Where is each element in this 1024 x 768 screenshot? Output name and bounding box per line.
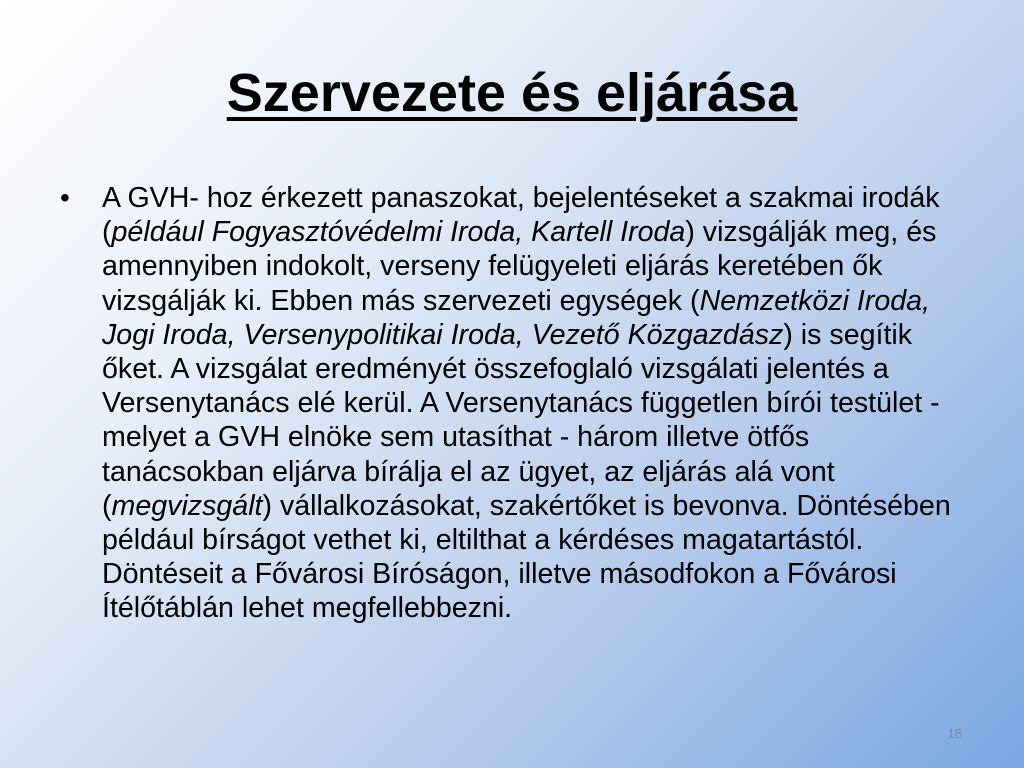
text-run: ) vizsgálják meg, és amennyiben indokolt, verseny felügyeleti eljárás keretében ők vizsgálják ki. Ebben más szervezeti egységek (: [102, 216, 937, 317]
text-run-italic: megvizsgált: [111, 489, 263, 522]
text-run: ) is segítik őket. A vizsgálat eredményét összefoglaló vizsgálati jelentés a Versenytanács elé kerül. A Versenytanács független bírói testület - melyet a GVH elnöke sem utasíthat - három illetve ötfős tanácsokban eljárva bírálja el az ügyet, az eljárás alá vont (: [102, 318, 940, 522]
bullet-item: [60, 181, 965, 626]
slide-content: [60, 181, 965, 626]
bullet-paragraph: [102, 181, 965, 626]
text-run: ) vállalkozásokat, szakértőket is bevonva. Döntésében például bírságot vethet ki, eltilthat a kérdéses magatartástól. Döntéseit a Fővárosi Bíróságon, illetve másodfokon a Fővárosi Ítélőtáblán lehet megfellebbezni.: [102, 489, 951, 625]
text-run-italic: Nemzetközi Iroda, Jogi Iroda, Versenypolitikai Iroda, Vezető Közgazdász: [102, 284, 930, 351]
text-run: A GVH- hoz érkezett panaszokat, bejelentéseket a szakmai irodák (: [102, 182, 940, 249]
page-number: 18: [947, 726, 962, 741]
text-run-italic: például Fogyasztóvédelmi Iroda, Kartell Iroda: [111, 216, 686, 249]
bullet-icon: •: [60, 182, 70, 213]
slide-title: [0, 58, 1024, 128]
slide-title-text: Szervezete és eljárása: [226, 63, 798, 123]
